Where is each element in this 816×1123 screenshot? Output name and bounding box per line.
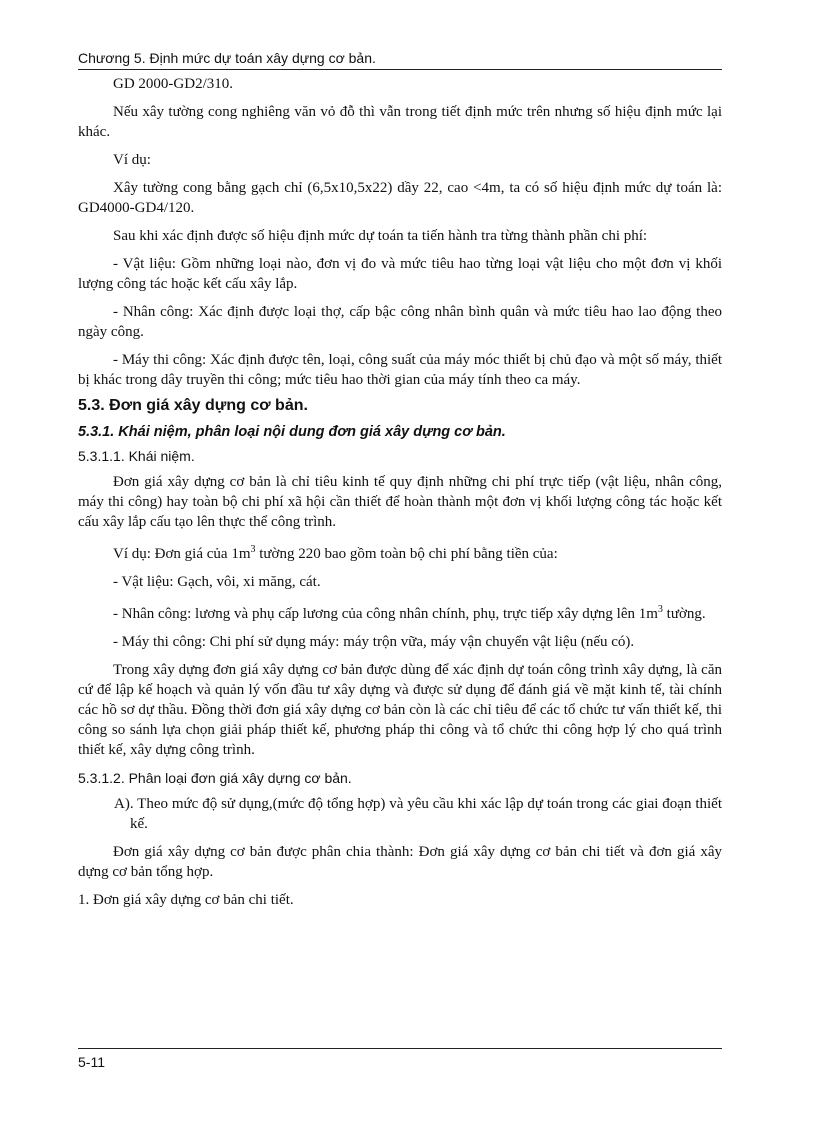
text-run: - Nhân công: lương và phụ cấp lương của công nhân chính, phụ, trực tiếp xây dựng lên 1m — [113, 606, 658, 622]
list-item: - Vật liệu: Gạch, vôi, xi măng, cát. — [113, 574, 321, 590]
superscript: 3 — [657, 604, 663, 615]
paragraph: Trong xây dựng đơn giá xây dựng cơ bản được dùng để xác định dự toán công trình xây dựng, là căn cứ để lập kế hoạch và quản lý vốn đầu tư xây dựng và được sử dụng để đánh giá về mặt kinh tế, tài chính các hồ sơ dự thầu. Đồng thời đơn giá xây dựng cơ bản còn là các chỉ tiêu để các tổ chức tư vấn thiết kế, thi công so sánh lựa chọn giải pháp thiết kế, phương pháp thi công và tổ chức thi công hợp lý cho quá trình thiết kế, xây dựng công trình. — [78, 662, 722, 758]
paragraph: Sau khi xác định được số hiệu định mức dự toán ta tiến hành tra từng thành phần chi phí: — [113, 228, 648, 244]
superscript: 3 — [250, 544, 256, 555]
page-body — [78, 74, 722, 910]
paragraph: Đơn giá xây dựng cơ bản được phân chia thành: Đơn giá xây dựng cơ bản chi tiết và đơn giá xây dựng cơ bản tổng hợp. — [78, 844, 722, 880]
paragraph: Nếu xây tường cong nghiêng văn vỏ đỗ thì vẫn trong tiết định mức trên nhưng số hiệu định mức lại khác. — [78, 104, 722, 140]
page-number: 5-11 — [78, 1054, 105, 1070]
text-run: tường. — [662, 606, 706, 622]
footer-rule — [78, 1048, 722, 1049]
paragraph: Ví dụ: — [113, 152, 151, 168]
list-item: - Vật liệu: Gồm những loại nào, đơn vị đo và mức tiêu hao từng loại vật liệu cho một đơn vị khối lượng công tác hoặc kết cấu xây lắp. — [78, 256, 722, 292]
list-item: - Nhân công: Xác định được loại thợ, cấp bậc công nhân bình quân và mức tiêu hao lao động theo ngày công. — [78, 304, 722, 340]
numbered-heading: 1. Đơn giá xây dựng cơ bản chi tiết. — [78, 892, 294, 908]
subsection-heading: 5.3.1. Khái niệm, phân loại nội dung đơn giá xây dựng cơ bản. — [78, 424, 506, 440]
subsubsection-heading: 5.3.1.2. Phân loại đơn giá xây dựng cơ bản. — [78, 770, 352, 786]
header-rule — [78, 69, 722, 70]
list-item: - Máy thi công: Chi phí sử dụng máy: máy trộn vữa, máy vận chuyển vật liệu (nếu có). — [113, 634, 635, 650]
paragraph — [78, 540, 722, 564]
paragraph: Xây tường cong bằng gạch chỉ (6,5x10,5x22) dầy 22, cao <4m, ta có số hiệu định mức dự toán là: GD4000-GD4/120. — [78, 180, 722, 216]
text-run: tường 220 bao gồm toàn bộ chi phí bằng tiền của: — [255, 546, 558, 562]
section-heading: 5.3. Đơn giá xây dựng cơ bản. — [78, 397, 308, 414]
text-run: Ví dụ: Đơn giá của 1m — [113, 546, 251, 562]
list-item — [78, 600, 722, 624]
paragraph: Đơn giá xây dựng cơ bản là chỉ tiêu kinh tế quy định những chi phí trực tiếp (vật liệu, nhân công, máy thi công) hay toàn bộ chi phí xã hội cần thiết để hoàn thành một đơn vị khối lượng công tác hoặc kết cấu xây lắp cấu tạo lên thực thể công trình. — [78, 474, 722, 530]
subsubsection-heading: 5.3.1.1. Khái niệm. — [78, 448, 195, 464]
paragraph: GD 2000-GD2/310. — [113, 76, 233, 92]
list-item: A). Theo mức độ sử dụng,(mức độ tổng hợp) và yêu cầu khi xác lập dự toán trong các giai đoạn thiết kế. — [114, 796, 722, 832]
running-header: Chương 5. Định mức dự toán xây dựng cơ bản. — [78, 50, 376, 66]
list-item: - Máy thi công: Xác định được tên, loại, công suất của máy móc thiết bị chủ đạo và một số máy, thiết bị khác trong dây truyền thi công; mức tiêu hao thời gian của máy tính theo ca máy. — [78, 352, 722, 388]
